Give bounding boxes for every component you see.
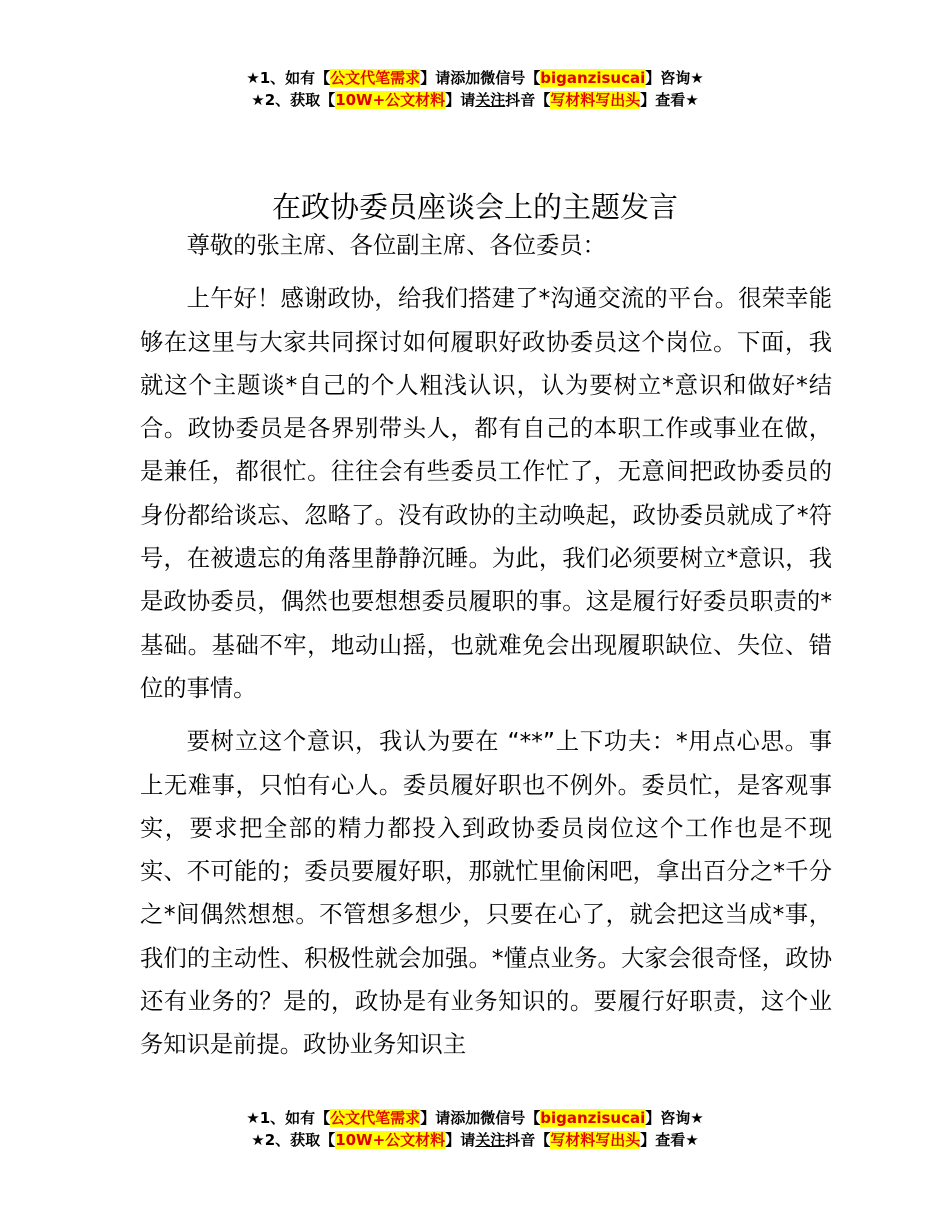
banner-highlight: 公文代笔需求 xyxy=(330,1109,421,1127)
banner-text: 】请添加微信号【 xyxy=(420,69,541,87)
banner-text: 】请 xyxy=(445,91,476,109)
banner-underlined: 关注 xyxy=(475,91,506,109)
salutation-paragraph: 尊敬的张主席、各位副主席、各位委员： xyxy=(186,232,606,259)
header-banner xyxy=(0,67,950,111)
banner-text: 抖音【 xyxy=(505,1131,551,1149)
banner-text: 】咨询★ xyxy=(645,1109,704,1127)
body-paragraph: 上午好！感谢政协，给我们搭建了*沟通交流的平台。很荣幸能够在这里与大家共同探讨如何履职好政协委员这个岗位。下面，我就这个主题谈*自己的个人粗浅认识，认为要树立*意识和做好*结合。政协委员是各界别带头人，都有自己的本职工作或事业在做，是兼任，都很忙。往往会有些委员工作忙了，无意间把政协委员的身份都给谈忘、忽略了。没有政协的主动唤起，政协委员就成了*符号，在被遗忘的角落里静静沉睡。为此，我们必须要树立*意识，我是政协委员，偶然也要想想委员履职的事。这是履行好委员职责的*基础。基础不牢，地动山摇，也就难免会出现履职缺位、失位、错位的事情。 xyxy=(140,285,832,702)
footer-banner xyxy=(0,1107,950,1151)
banner-line-2 xyxy=(0,89,950,111)
banner-highlight: biganzisucai xyxy=(540,69,646,87)
banner-text: 】请 xyxy=(445,1131,476,1149)
banner-text: ★2、获取【 xyxy=(251,1131,336,1149)
banner-text: ★1、如有【 xyxy=(246,69,331,87)
banner-highlight: biganzisucai xyxy=(540,1109,646,1127)
banner-line-1 xyxy=(0,1107,950,1129)
banner-highlight: 10W+公文材料 xyxy=(335,1131,446,1149)
banner-text: 】查看★ xyxy=(640,1131,699,1149)
banner-underlined: 关注 xyxy=(475,1131,506,1149)
banner-text: 】查看★ xyxy=(640,91,699,109)
banner-text: 抖音【 xyxy=(505,91,551,109)
banner-text: ★2、获取【 xyxy=(251,91,336,109)
banner-highlight: 写材料写出头 xyxy=(550,91,641,109)
banner-highlight: 10W+公文材料 xyxy=(335,91,446,109)
banner-line-1 xyxy=(0,67,950,89)
banner-text: 】咨询★ xyxy=(645,69,704,87)
body-paragraph: 要树立这个意识，我认为要在 “**”上下功夫：*用点心思。事上无难事，只怕有心人。委员履好职也不例外。委员忙，是客观事实，要求把全部的精力都投入到政协委员岗位这个工作也是不现实、不可能的；委员要履好职，那就忙里偷闲吧，拿出百分之*千分之*间偶然想想。不管想多想少，只要在心了，就会把这当成*事，我们的主动性、积极性就会加强。*懂点业务。大家会很奇怪，政协还有业务的？是的，政协是有业务知识的。要履行好职责，这个业务知识是前提。政协业务知识主 xyxy=(140,728,832,1059)
banner-highlight: 写材料写出头 xyxy=(550,1131,641,1149)
document-body xyxy=(140,224,832,1077)
banner-highlight: 公文代笔需求 xyxy=(330,69,421,87)
banner-line-2 xyxy=(0,1129,950,1151)
document-title: 在政协委员座谈会上的主题发言 xyxy=(271,190,678,225)
banner-text: ★1、如有【 xyxy=(246,1109,331,1127)
banner-text: 】请添加微信号【 xyxy=(420,1109,541,1127)
